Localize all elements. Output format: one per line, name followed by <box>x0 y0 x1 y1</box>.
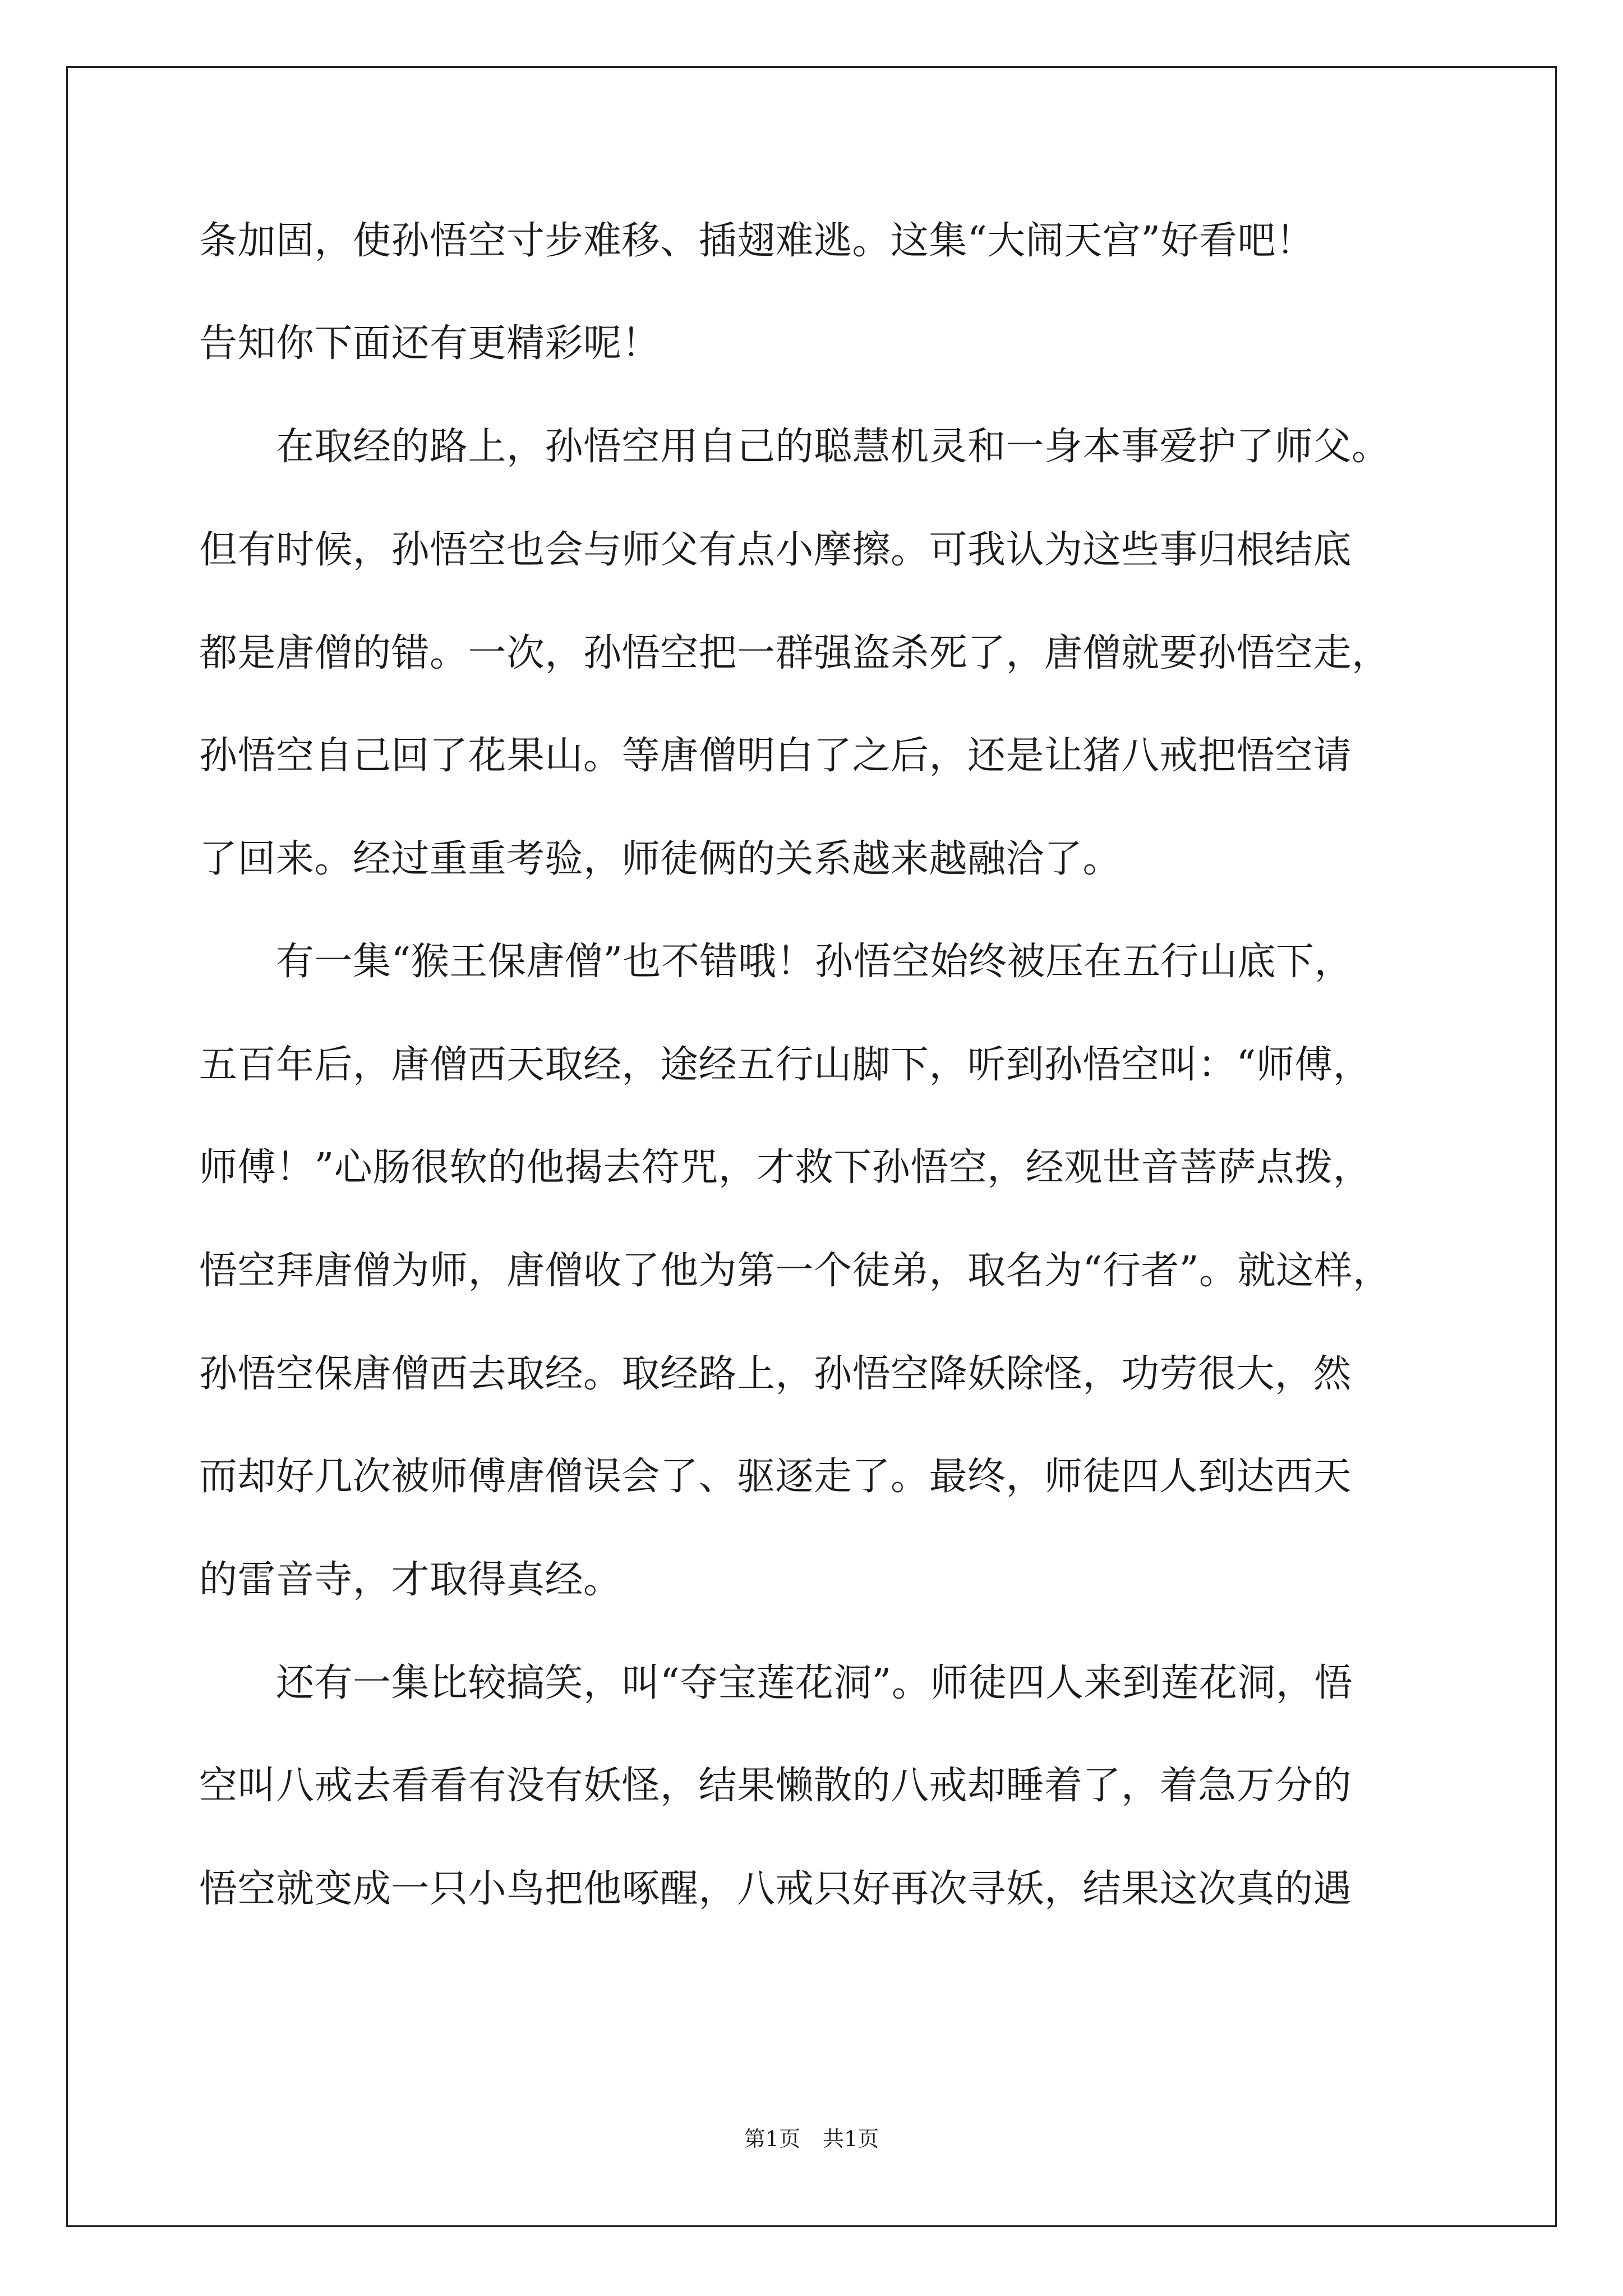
text-line: 但有时候，孙悟空也会与师父有点小摩擦。可我认为这些事归根结底 <box>199 528 1352 572</box>
page-number: 第1页 <box>744 2127 800 2151</box>
text-line: 而却好几次被师傅唐僧误会了、驱逐走了。最终，师徒四人到达西天 <box>199 1455 1352 1499</box>
text-line: 告知你下面还有更精彩呢！ <box>199 321 661 366</box>
page-footer <box>0 2125 1623 2153</box>
text-line: 五百年后，唐僧西天取经，途经五行山脚下，听到孙悟空叫：“师傅， <box>199 1043 1372 1087</box>
text-line: 孙悟空自己回了花果山。等唐僧明白了之后，还是让猪八戒把悟空请 <box>199 734 1352 778</box>
text-line: 空叫八戒去看看有没有妖怪，结果懒散的八戒却睡着了，着急万分的 <box>199 1764 1352 1808</box>
text-line: 还有一集比较搞笑，叫“夺宝莲花洞”。师徒四人来到莲花洞，悟 <box>199 1661 1353 1705</box>
text-line: 都是唐僧的错。一次，孙悟空把一群强盗杀死了，唐僧就要孙悟空走， <box>199 631 1390 675</box>
text-line: 了回来。经过重重考验，师徒俩的关系越来越融洽了。 <box>199 837 1122 881</box>
text-line: 的雷音寺，才取得真经。 <box>199 1558 622 1602</box>
page-total: 共1页 <box>823 2127 879 2151</box>
text-line: 有一集“猴王保唐僧”也不错哦！孙悟空始终被压在五行山底下， <box>199 940 1353 984</box>
text-line: 悟空就变成一只小鸟把他啄醒，八戒只好再次寻妖，结果这次真的遇 <box>199 1867 1352 1911</box>
text-line: 师傅！”心肠很软的他揭去符咒，才救下孙悟空，经观世音菩萨点拨， <box>199 1145 1372 1190</box>
text-line: 孙悟空保唐僧西去取经。取经路上，孙悟空降妖除怪，功劳很大，然 <box>199 1352 1352 1396</box>
text-line: 在取经的路上，孙悟空用自己的聪慧机灵和一身本事爱护了师父。 <box>199 425 1390 469</box>
text-line: 悟空拜唐僧为师，唐僧收了他为第一个徒弟，取名为“行者”。就这样， <box>199 1249 1391 1293</box>
text-line: 条加固，使孙悟空寸步难移、插翅难逃。这集“大闹天宫”好看吧！ <box>199 219 1315 263</box>
